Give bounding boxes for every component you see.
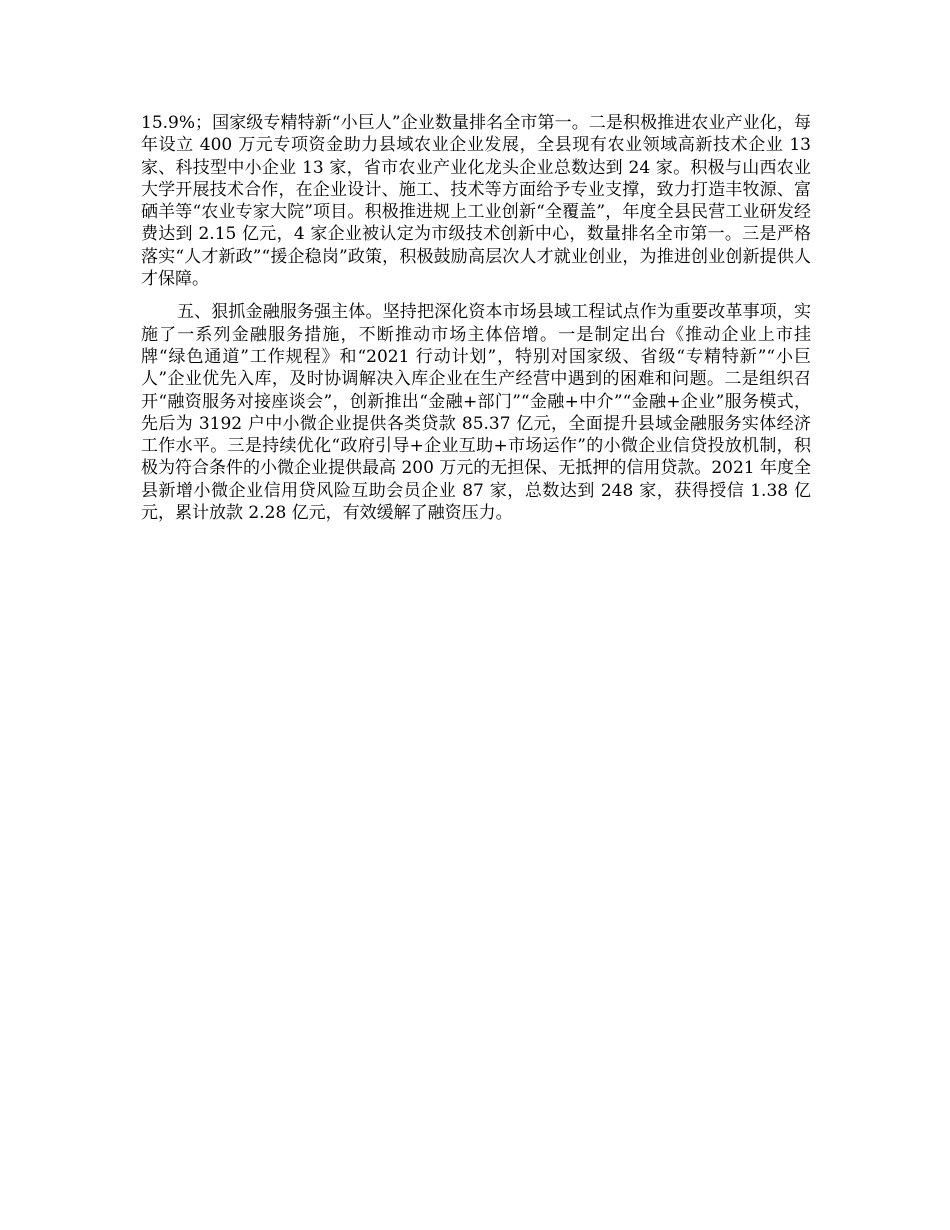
paragraph-continuation: 15.9%；国家级专精特新“小巨人”企业数量排名全市第一。二是积极推进农业产业化，每年设立 400 万元专项资金助力县域农业企业发展，全县现有农业领域高新技术企业 13 家、科技型中小企业 13 家，省市农业产业化龙头企业总数达到 24 家。积极与山西农业大学开展技术合作，在企业设计、施工、技术等方面给予专业支撑，致力打造丰牧源、富硒羊等“农业专家大院”项目。积极推进规上工业创新“全覆盖”，年度全县民营工业研发经费达到 2.15 亿元，4 家企业被认定为市级技术创新中心，数量排名全市第一。三是严格落实“人才新政”“援企稳岗”政策，积极鼓励高层次人才就业创业，为推进创业创新提供人才保障。 [141, 113, 811, 290]
document-body [141, 112, 811, 524]
paragraph-section-five: 五、狠抓金融服务强主体。坚持把深化资本市场县域工程试点作为重要改革事项，实施了一系列金融服务措施，不断推动市场主体倍增。一是制定出台《推动企业上市挂牌“绿色通道”工作规程》和“2021 行动计划”，特别对国家级、省级“专精特新”“小巨人”企业优先入库，及时协调解决入库企业在生产经营中遇到的困难和问题。二是组织召开“融资服务对接座谈会”，创新推出“金融+部门”“金融+中介”“金融+企业”服务模式，先后为 3192 户中小微企业提供各类贷款 85.37 亿元，全面提升县域金融服务实体经济工作水平。三是持续优化“政府引导+企业互助+市场运作”的小微企业信贷投放机制，积极为符合条件的小微企业提供最高 200 万元的无担保、无抵押的信用贷款。2021 年度全县新增小微企业信用贷风险互助会员企业 87 家，总数达到 248 家，获得授信 1.38 亿元，累计放款 2.28 亿元，有效缓解了融资压力。 [141, 302, 811, 524]
